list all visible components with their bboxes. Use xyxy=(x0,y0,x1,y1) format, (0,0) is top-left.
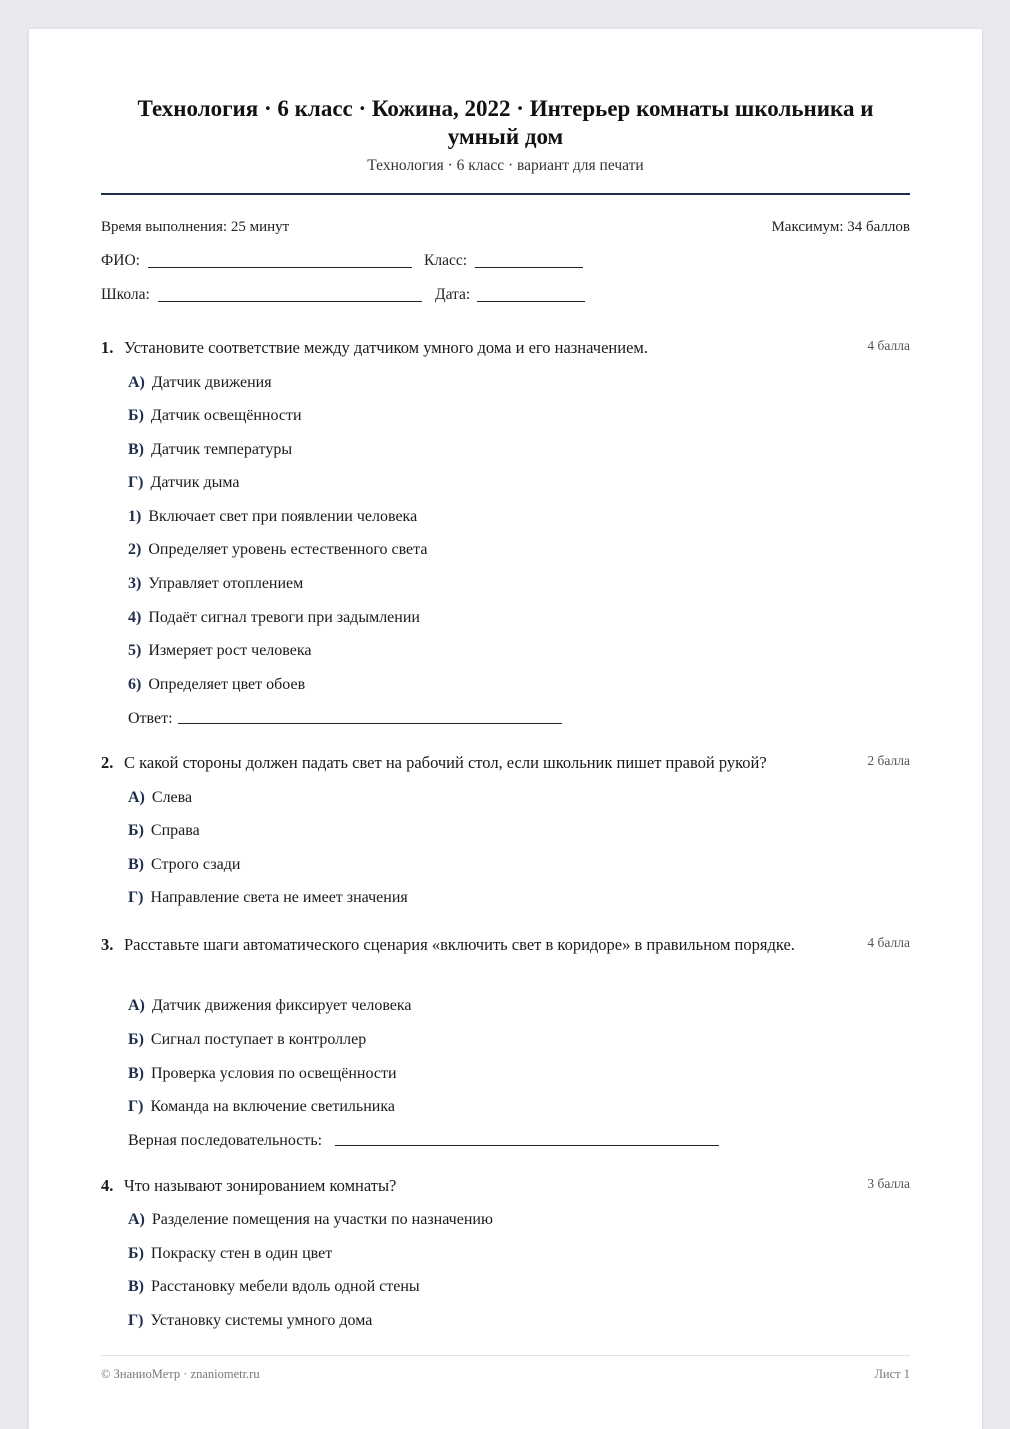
time-limit: Время выполнения: 25 минут xyxy=(101,219,290,235)
option-text: Датчик движения xyxy=(151,374,272,391)
option-text: Подаёт сигнал тревоги при задымлении xyxy=(148,609,420,626)
option-text: Проверка условия по освещённости xyxy=(151,1065,397,1082)
option-text: Датчик дыма xyxy=(150,474,240,491)
option-item xyxy=(128,406,302,426)
option-text: Включает свет при появлении человека xyxy=(148,508,418,525)
answer-field[interactable] xyxy=(178,723,562,724)
option-label: 3) xyxy=(128,575,142,592)
answer-label: Ответ: xyxy=(128,710,173,727)
option-item xyxy=(128,1277,420,1297)
question-text: Что называют зонированием комнаты? xyxy=(124,1176,397,1195)
option-label: 2) xyxy=(128,541,142,558)
option-text: Расстановку мебели вдоль одной стены xyxy=(151,1278,420,1295)
option-label: В) xyxy=(128,856,144,873)
option-item xyxy=(128,1210,493,1230)
question-text: Установите соответствие между датчиком умного дома и его назначением. xyxy=(124,338,648,357)
option-item xyxy=(128,641,311,661)
option-label: В) xyxy=(128,441,144,458)
option-label: Г) xyxy=(128,889,144,906)
option-item xyxy=(128,608,420,628)
footer-page-number: Лист 1 xyxy=(874,1367,910,1381)
max-score: Максимум: 34 баллов xyxy=(771,219,910,235)
footer-copyright: © ЗнаниоМетр · znaniometr.ru xyxy=(101,1367,260,1381)
date-field[interactable] xyxy=(477,301,585,302)
question-number: 4. xyxy=(101,1176,114,1195)
option-text: Слева xyxy=(151,789,193,806)
option-item xyxy=(128,540,427,560)
option-item xyxy=(128,1244,332,1264)
option-text: Управляет отоплением xyxy=(148,575,304,592)
question-number: 3. xyxy=(101,935,114,954)
fio-label: ФИО: xyxy=(101,252,140,269)
school-label: Школа: xyxy=(101,286,150,303)
option-text: Команда на включение светильника xyxy=(150,1098,395,1115)
option-label: Б) xyxy=(128,1245,144,1262)
question-points: 4 балла xyxy=(867,935,910,950)
option-label: Г) xyxy=(128,1098,144,1115)
option-item xyxy=(128,574,303,594)
option-item xyxy=(128,1064,397,1084)
footer-divider xyxy=(101,1355,910,1356)
option-label: А) xyxy=(128,997,145,1014)
option-label: 1) xyxy=(128,508,142,525)
option-label: Б) xyxy=(128,1031,144,1048)
option-text: Направление света не имеет значения xyxy=(150,889,408,906)
option-text: Сигнал поступает в контроллер xyxy=(150,1031,367,1048)
option-label: 6) xyxy=(128,676,142,693)
option-text: Строго сзади xyxy=(151,856,241,873)
option-text: Установку системы умного дома xyxy=(150,1312,373,1329)
fio-field[interactable] xyxy=(148,267,412,268)
option-text: Определяет уровень естественного света xyxy=(148,541,428,558)
question-points: 4 балла xyxy=(867,338,910,353)
question-number: 2. xyxy=(101,753,114,772)
option-item xyxy=(128,507,417,527)
option-label: В) xyxy=(128,1278,144,1295)
option-text: Покраску стен в один цвет xyxy=(150,1245,333,1262)
option-item xyxy=(128,1311,372,1331)
page-title: Технология · 6 класс · Кожина, 2022 · Интерьер комнаты школьника и умный дом xyxy=(137,96,874,149)
option-label: А) xyxy=(128,789,145,806)
option-label: В) xyxy=(128,1065,144,1082)
option-label: А) xyxy=(128,1211,145,1228)
option-item xyxy=(128,996,412,1016)
option-label: 4) xyxy=(128,609,142,626)
option-item xyxy=(128,855,240,875)
option-text: Разделение помещения на участки по назначению xyxy=(151,1211,493,1228)
option-label: Г) xyxy=(128,474,144,491)
option-label: 5) xyxy=(128,642,142,659)
option-item xyxy=(128,473,240,493)
option-item xyxy=(128,788,192,808)
question-points: 2 балла xyxy=(867,753,910,768)
option-text: Датчик движения фиксирует человека xyxy=(151,997,412,1014)
option-text: Справа xyxy=(150,822,200,839)
option-text: Датчик температуры xyxy=(151,441,293,458)
sequence-answer-field[interactable] xyxy=(335,1145,719,1146)
question-number: 1. xyxy=(101,338,114,357)
option-item xyxy=(128,675,305,695)
class-label: Класс: xyxy=(424,252,468,269)
option-label: Б) xyxy=(128,822,144,839)
option-text: Измеряет рост человека xyxy=(148,642,312,659)
header-divider xyxy=(101,193,910,195)
question-text: Расставьте шаги автоматического сценария «включить свет в коридоре» в правильном порядке. xyxy=(124,935,795,954)
option-item xyxy=(128,821,200,841)
option-label: Б) xyxy=(128,407,144,424)
option-item xyxy=(128,440,292,460)
class-field[interactable] xyxy=(475,267,583,268)
question-points: 3 балла xyxy=(867,1176,910,1191)
option-text: Определяет цвет обоев xyxy=(148,676,306,693)
worksheet-page xyxy=(29,29,982,1429)
option-item xyxy=(128,373,272,393)
answer-label: Верная последовательность: xyxy=(128,1132,323,1149)
option-label: Г) xyxy=(128,1312,144,1329)
option-item xyxy=(128,1030,366,1050)
option-item xyxy=(128,1097,395,1117)
option-text: Датчик освещённости xyxy=(150,407,302,424)
option-item xyxy=(128,888,408,908)
school-field[interactable] xyxy=(158,301,422,302)
date-label: Дата: xyxy=(435,286,471,303)
option-label: А) xyxy=(128,374,145,391)
question-text: С какой стороны должен падать свет на рабочий стол, если школьник пишет правой рукой? xyxy=(124,753,767,772)
page-subtitle: Технология · 6 класс · вариант для печати xyxy=(367,157,644,174)
